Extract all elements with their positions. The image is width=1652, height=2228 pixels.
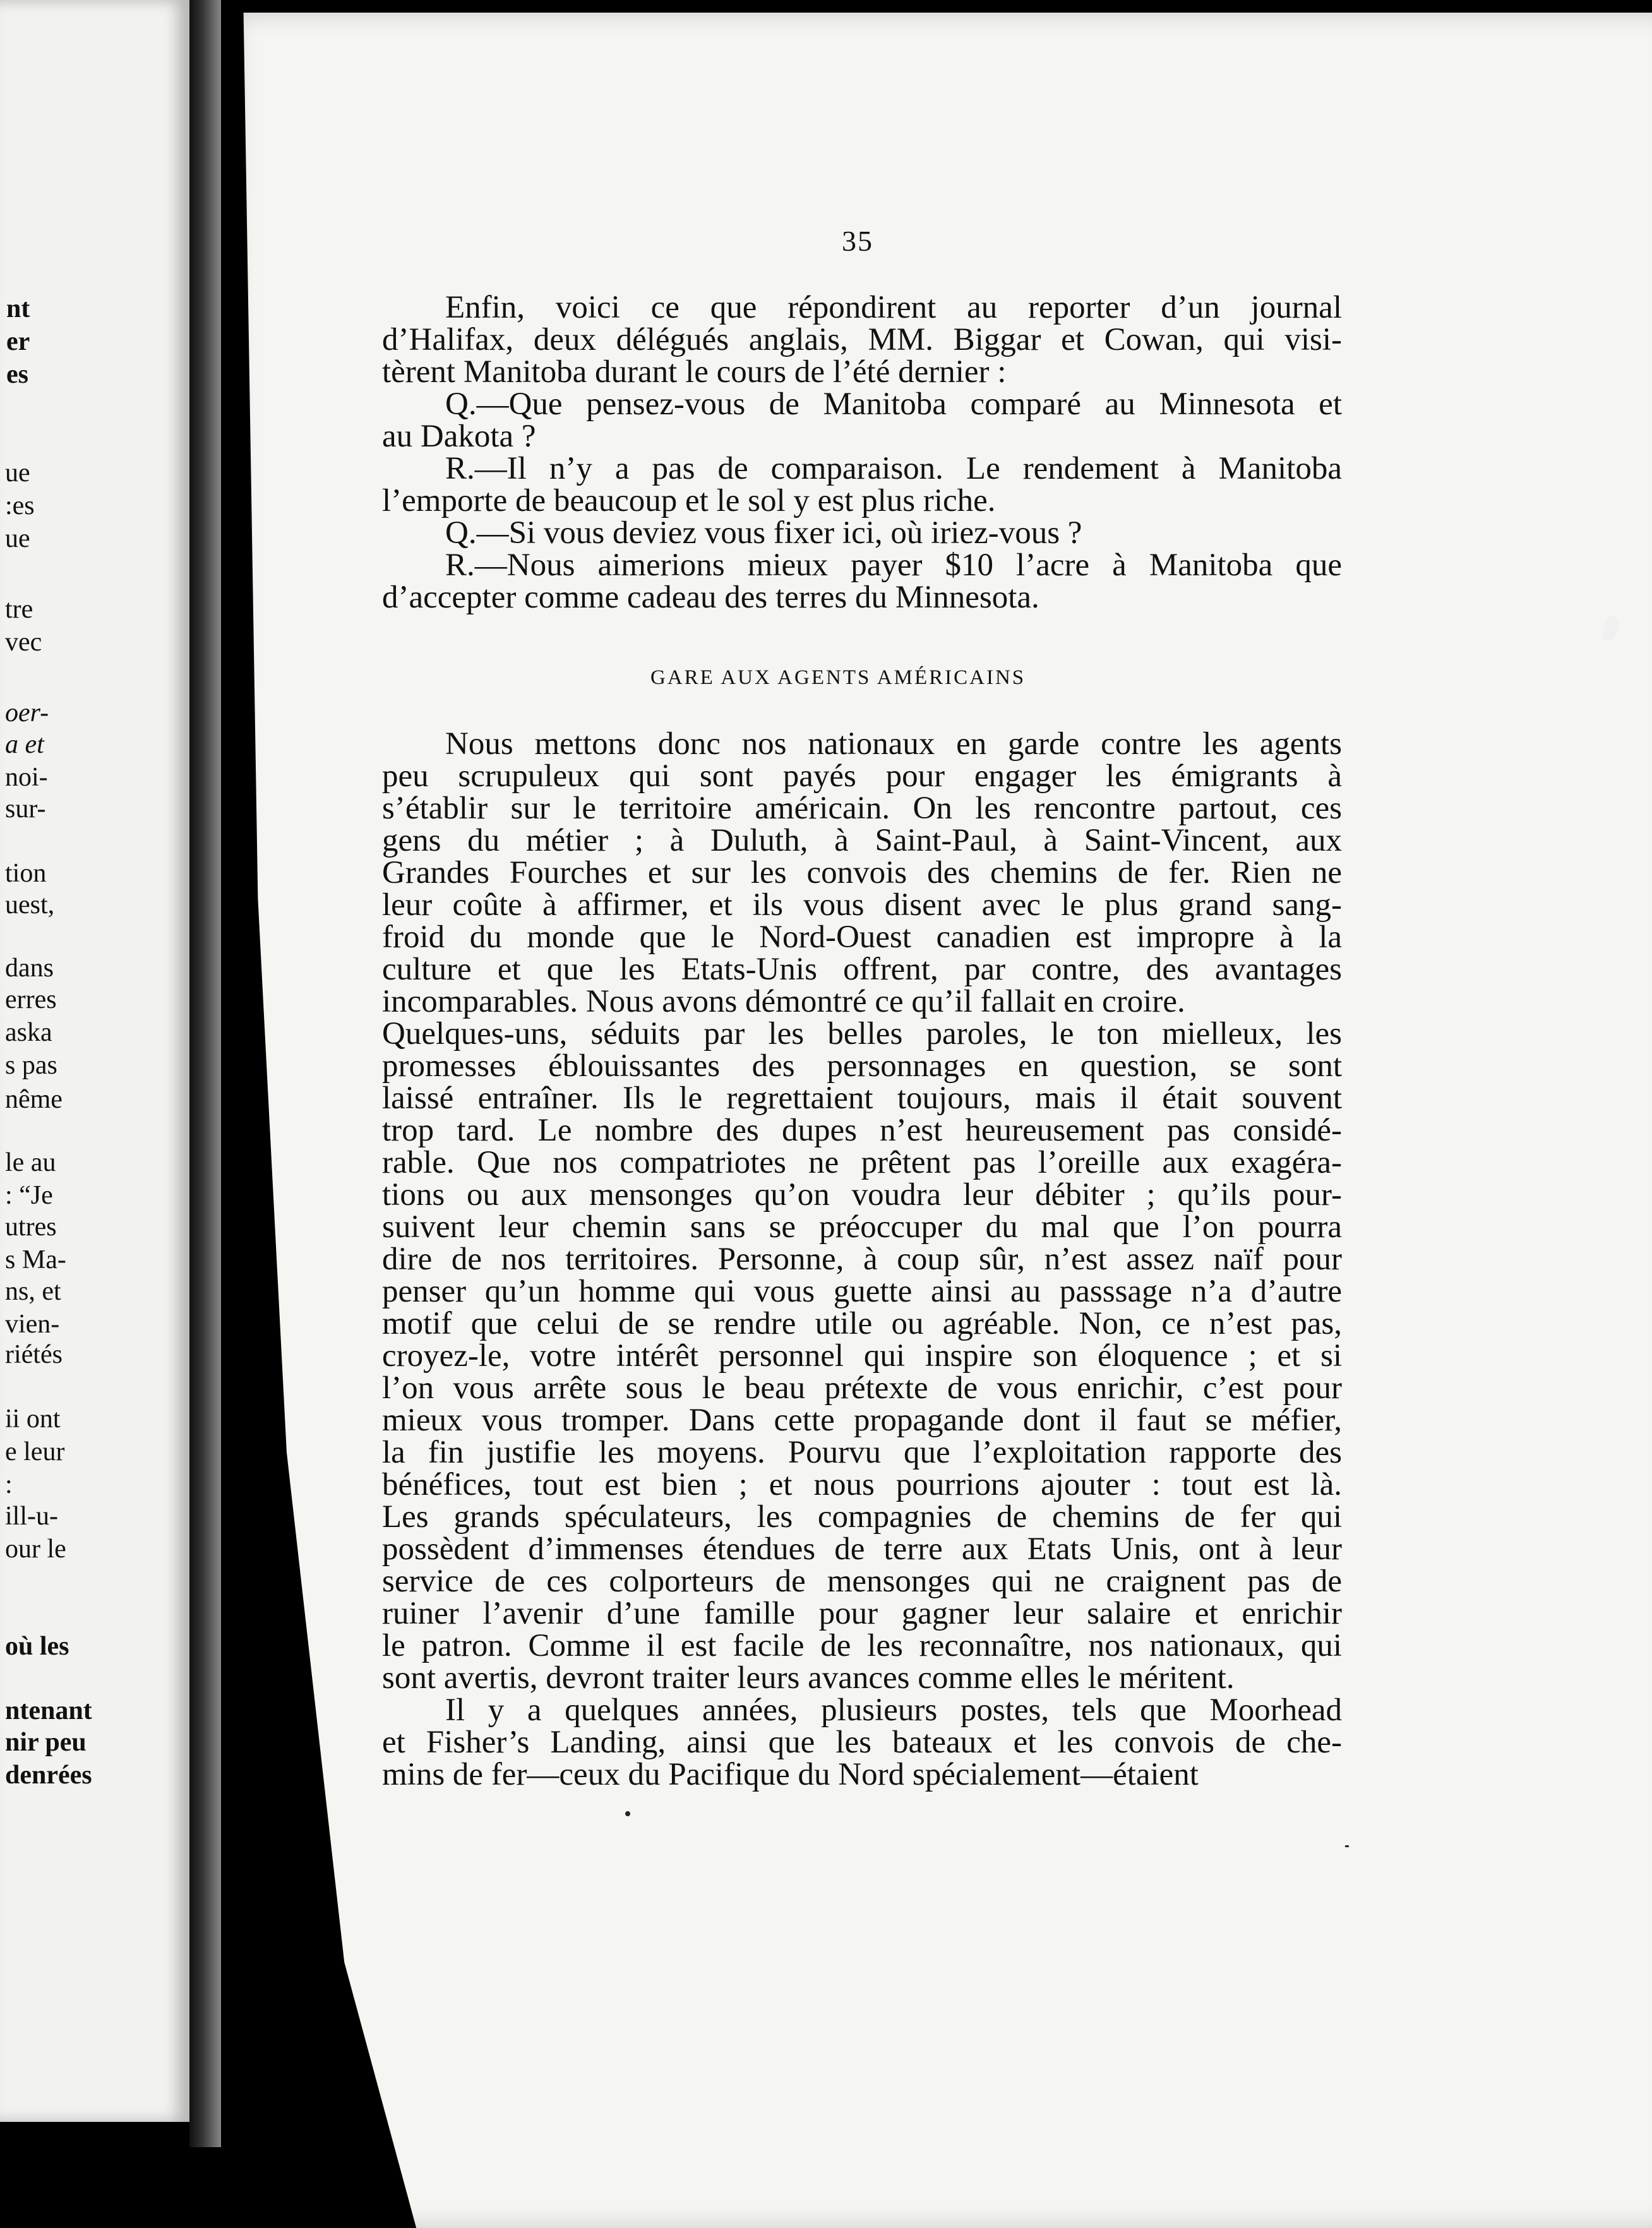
facing-page-fragment: nême: [5, 1085, 63, 1114]
text-line: tions ou aux mensonges qu’on voudra leur débiter ; qu’ils pour-: [382, 1177, 1342, 1213]
text-line: motif que celui de se rendre utile ou agréable. Non, ce n’est pas,: [382, 1306, 1342, 1341]
facing-page-fragment: :es: [5, 491, 35, 520]
text-line: tèrent Manitoba durant le cours de l’été dernier :: [382, 354, 1007, 390]
facing-page-fragment: erres: [5, 985, 57, 1014]
page-number: 35: [842, 225, 873, 257]
text-line: l’emporte de beaucoup et le sol y est plus riche.: [382, 483, 996, 518]
facing-page-fragment: noi-: [5, 763, 48, 792]
facing-page-fragment: le au: [5, 1148, 56, 1177]
text-line: laissé entraîner. Ils le regrettaient toujours, mais il était souvent: [382, 1081, 1342, 1116]
facing-page-fragment: dans: [5, 954, 54, 983]
text-line: mins de fer—ceux du Pacifique du Nord spécialement—étaient: [382, 1757, 1199, 1792]
facing-page-fragment: utres: [5, 1213, 57, 1242]
text-line: mieux vous tromper. Dans cette propagande dont il faut se méfier,: [382, 1403, 1342, 1438]
text-line: Q.—Si vous deviez vous fixer ici, où iriez-vous ?: [445, 515, 1082, 551]
facing-page-fragment: riétés: [5, 1340, 63, 1369]
text-line: sont avertis, devront traiter leurs avances comme elles le méritent.: [382, 1660, 1235, 1696]
text-line: au Dakota ?: [382, 419, 536, 454]
facing-page-fragment: : “Je: [5, 1181, 53, 1210]
text-line: R.—Il n’y a pas de comparaison. Le rendement à Manitoba: [445, 451, 1342, 486]
text-line: s’établir sur le territoire américain. On les rencontre partout, ces: [382, 791, 1342, 826]
section-title: GARE AUX AGENTS AMÉRICAINS: [650, 666, 1026, 689]
text-line: possèdent d’immenses étendues de terre aux Etats Unis, ont à leur: [382, 1531, 1342, 1567]
text-line: culture et que les Etats-Unis offrent, par contre, des avantages: [382, 952, 1342, 987]
text-line: Grandes Fourches et sur les convois des chemins de fer. Rien ne: [382, 855, 1342, 890]
ink-mark: [1345, 1845, 1349, 1847]
text-line: peu scrupuleux qui sont payés pour engager les émigrants à: [382, 758, 1342, 794]
text-line: Nous mettons donc nos nationaux en garde contre les agents: [445, 726, 1342, 762]
facing-page-fragment: vec: [5, 628, 42, 657]
ink-dot: [625, 1811, 630, 1816]
facing-page-fragment: sur-: [5, 794, 46, 824]
text-line: rable. Que nos compatriotes ne prêtent pas l’oreille aux exagéra-: [382, 1145, 1342, 1180]
facing-page-fragment: nir peu: [5, 1728, 87, 1757]
text-line: Enfin, voici ce que répondirent au reporter d’un journal: [445, 290, 1342, 325]
text-line: Il y a quelques années, plusieurs postes, tels que Moorhead: [445, 1692, 1342, 1728]
text-line: dire de nos territoires. Personne, à coup sûr, n’est assez naïf pour: [382, 1242, 1342, 1277]
text-line: R.—Nous aimerions mieux payer $10 l’acre à Manitoba que: [445, 548, 1342, 583]
text-line: le patron. Comme il est facile de les reconnaître, nos nationaux, qui: [382, 1628, 1342, 1663]
text-line: gens du métier ; à Duluth, à Saint-Paul, à Saint-Vincent, aux: [382, 823, 1342, 858]
book-gutter: [189, 0, 221, 2147]
text-line: l’on vous arrête sous le beau prétexte de vous enrichir, c’est pour: [382, 1370, 1342, 1406]
facing-page-fragment: er: [6, 327, 30, 356]
facing-page-fragment: a et: [5, 730, 44, 759]
text-line: bénéfices, tout est bien ; et nous pourrions ajouter : tout est là.: [382, 1467, 1342, 1502]
facing-page-fragment: es: [6, 360, 28, 389]
facing-page-fragment: ill-u-: [5, 1502, 58, 1531]
facing-page-fragment: s Ma-: [5, 1245, 66, 1274]
facing-page-fragment: ntenant: [5, 1696, 92, 1725]
text-line: d’accepter comme cadeau des terres du Minnesota.: [382, 580, 1039, 615]
text-line: et Fisher’s Landing, ainsi que les bateaux et les convois de che-: [382, 1725, 1342, 1760]
facing-page-fragment: nt: [6, 294, 30, 323]
facing-page-fragment: ue: [5, 458, 30, 488]
text-line: promesses éblouissantes des personnages en question, se sont: [382, 1048, 1342, 1084]
text-line: Quelques-uns, séduits par les belles paroles, le ton mielleux, les: [382, 1016, 1342, 1051]
facing-page-fragment: aska: [5, 1018, 52, 1047]
facing-page-fragment: tre: [5, 595, 33, 624]
facing-page-fragment: denrées: [5, 1761, 92, 1790]
facing-page-fragment: e leur: [5, 1437, 65, 1466]
text-line: croyez-le, votre intérêt personnel qui inspire son éloquence ; et si: [382, 1338, 1342, 1374]
text-line: suivent leur chemin sans se préoccuper du mal que l’on pourra: [382, 1209, 1342, 1245]
text-line: service de ces colporteurs de mensonges qui ne craignent pas de: [382, 1564, 1342, 1599]
facing-page-fragment: s pas: [5, 1051, 57, 1080]
facing-page-fragment: ii ont: [5, 1404, 61, 1434]
facing-page: [0, 0, 189, 2122]
intro-paragraph: [382, 292, 1342, 614]
text-line: d’Halifax, deux délégués anglais, MM. Biggar et Cowan, qui visi-: [382, 322, 1342, 357]
facing-page-fragment: :: [5, 1470, 13, 1499]
text-line: froid du monde que le Nord-Ouest canadien est impropre à la: [382, 919, 1342, 955]
facing-page-fragment: oer-: [5, 698, 49, 728]
text-line: Les grands spéculateurs, les compagnies de chemins de fer qui: [382, 1499, 1342, 1535]
facing-page-fragment: our le: [5, 1535, 66, 1564]
text-line: ruiner l’avenir d’une famille pour gagner leur salaire et enrichir: [382, 1596, 1342, 1631]
facing-page-fragment: vien-: [5, 1310, 60, 1339]
facing-page-fragment: ue: [5, 524, 30, 553]
text-line: leur coûte à affirmer, et ils vous disent avec le plus grand sang-: [382, 887, 1342, 923]
text-line: trop tard. Le nombre des dupes n’est heureusement pas considé-: [382, 1113, 1342, 1148]
text-line: Q.—Que pensez-vous de Manitoba comparé au Minnesota et: [445, 386, 1342, 422]
text-line: penser qu’un homme qui vous guette ainsi au passsage n’a d’autre: [382, 1274, 1342, 1309]
text-line: incomparables. Nous avons démontré ce qu’il fallait en croire.: [382, 984, 1185, 1019]
facing-page-fragment: où les: [5, 1632, 69, 1661]
facing-page-fragment: ns, et: [5, 1277, 61, 1306]
text-line: la fin justifie les moyens. Pourvu que l’exploitation rapporte des: [382, 1435, 1342, 1470]
facing-page-fragment: tion: [5, 859, 47, 888]
facing-page-fragment: uest,: [5, 890, 55, 919]
body-paragraph: [382, 728, 1342, 1791]
